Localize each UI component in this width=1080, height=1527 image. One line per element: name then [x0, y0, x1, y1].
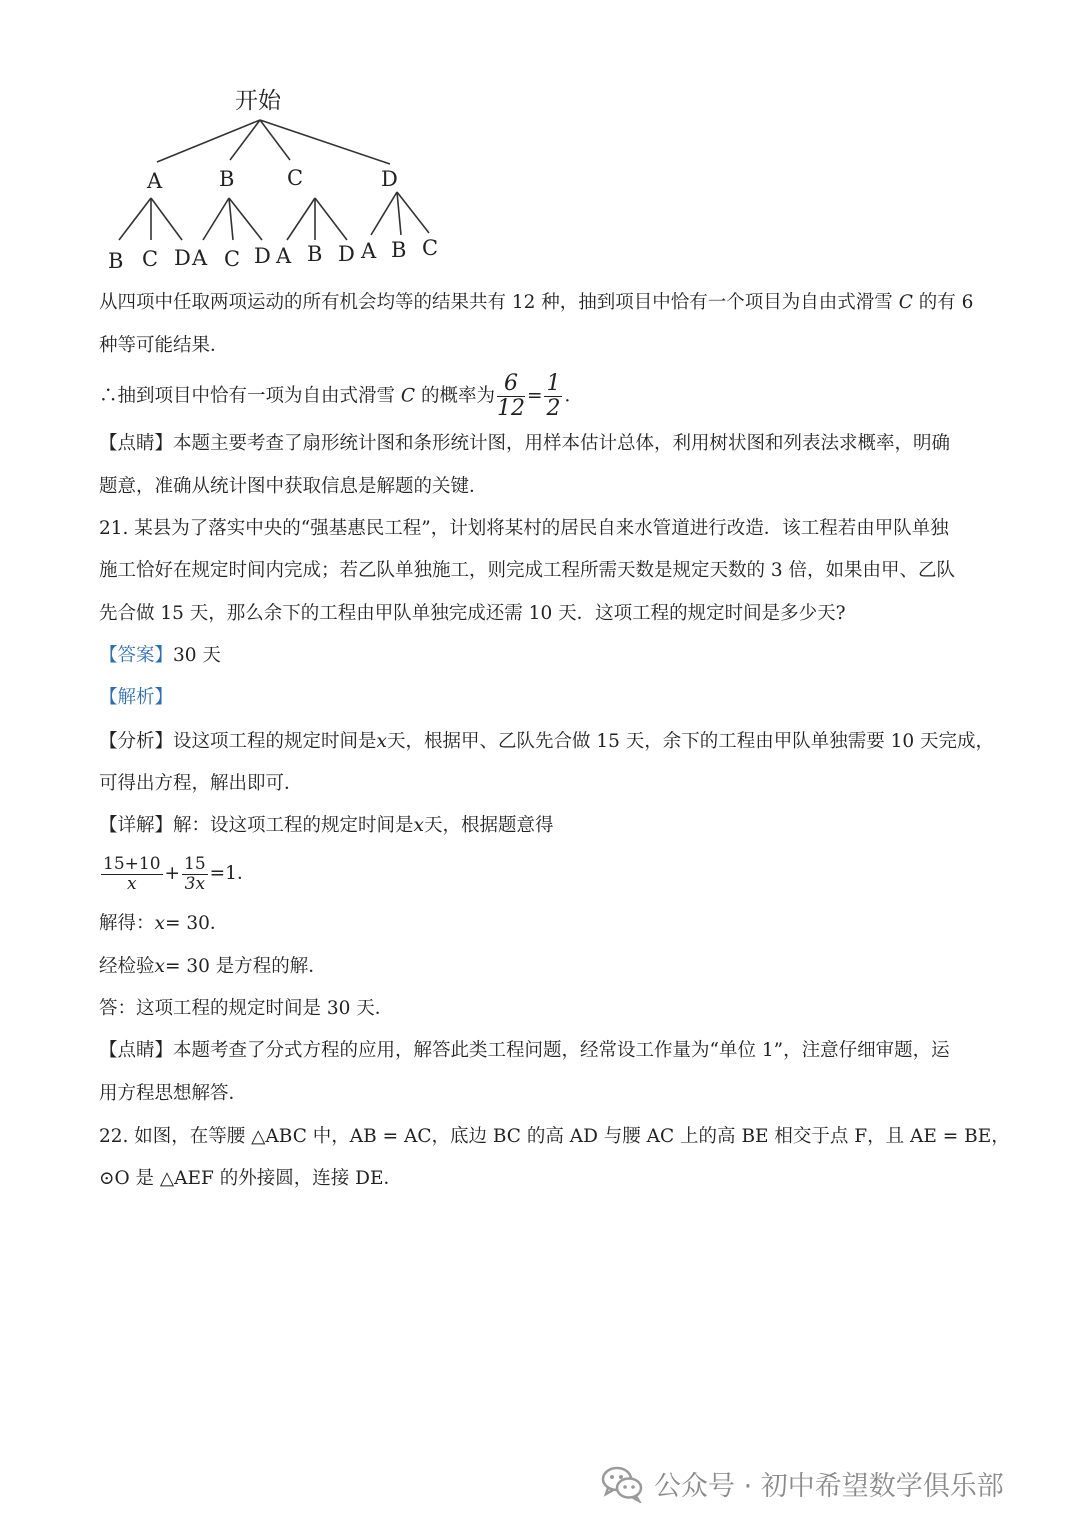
para-dianjing-1: 【点睛】本题主要考查了扇形统计图和条形统计图，用样本估计总体，利用树状图和列表法求概率，明确	[99, 433, 951, 454]
tree-l2-b3: D	[254, 244, 271, 268]
wechat-icon	[600, 1463, 644, 1503]
tree-l1-b: B	[219, 167, 235, 191]
tree-l2-a2: C	[142, 247, 159, 271]
tree-l2-b2: C	[224, 247, 241, 271]
equation-line: $\frac{15+10}{x}$ + $\frac{15}{3x}$ =1．	[103, 853, 256, 894]
para-result-count: 从四项中任取两项运动的所有机会均等的结果共有 12 种，抽到项目中恰有一个项目为自由式滑雪 C 的有 6	[99, 292, 974, 313]
fenxi-line-1: 【分析】设这项工程的规定时间是x天，根据甲、乙队先合做 15 天，余下的工程由甲队单独需要 10 天完成，	[99, 731, 995, 752]
tree-l2-b1: A	[192, 246, 208, 270]
question-22-line-2: ⊙O 是 △AEF 的外接圆，连接 DE．	[99, 1168, 402, 1189]
question-21-line-2: 施工恰好在规定时间内完成；若乙队单独施工，则完成工程所需天数是规定天数的 3 倍，如果由甲、乙队	[99, 560, 956, 581]
fraction-15-3x: $\frac{15}{3x}$	[184, 853, 206, 894]
answer-line	[99, 642, 984, 670]
tree-l1-d: D	[381, 167, 398, 191]
fraction-6-12: $\frac{6}{12}$	[496, 371, 525, 422]
para-probability: ∴抽到项目中恰有一项为自由式滑雪 C 的概率为 $\frac{6}{12}$ = $\frac{1}{2}$ ．	[99, 371, 583, 422]
watermark	[600, 1463, 1004, 1503]
answer-tag: 【答案】	[99, 645, 174, 666]
para-dianjing-2-cont: 用方程思想解答．	[99, 1083, 248, 1104]
solution-line: 解得：x= 30．	[99, 913, 229, 934]
jiexi-heading: 【解析】	[99, 687, 174, 708]
question-21-line-3: 先合做 15 天，那么余下的工程由甲队单独完成还需 10 天．这项工程的规定时间是多少天?	[99, 603, 846, 624]
tree-l2-a1: B	[108, 249, 124, 273]
fenxi-line-2: 可得出方程，解出即可．	[99, 773, 303, 794]
answer-value: 30 天	[173, 645, 221, 666]
para-dianjing-1-cont: 题意，准确从统计图中获取信息是解题的关键．	[99, 476, 488, 497]
tree-diagram	[95, 80, 455, 280]
para-dianjing-2: 【点睛】本题考查了分式方程的应用，解答此类工程问题，经常设工作量为“单位 1”，注意仔细审题，运	[99, 1040, 950, 1061]
xiangjie-line: 【详解】解：设这项工程的规定时间是x天，根据题意得	[99, 815, 554, 836]
tree-l2-c1: A	[276, 244, 292, 268]
question-21-line-1: 21. 某县为了落实中央的“强基惠民工程”，计划将某村的居民自来水管道进行改造．该工程若由甲队单独	[99, 518, 949, 539]
final-answer-line: 答：这项工程的规定时间是 30 天．	[99, 998, 394, 1019]
watermark-text: 公众号 · 初中希望数学俱乐部	[654, 1470, 1004, 1502]
tree-l2-c3: D	[338, 242, 355, 266]
tree-root: 开始	[235, 88, 281, 114]
question-22-line-1: 22. 如图，在等腰 △ABC 中，AB = AC，底边 BC 的高 AD 与腰 AC 上的高 BE 相交于点 F，且 AE = BE，	[99, 1126, 1010, 1147]
tree-l2-a3: D	[174, 246, 191, 270]
para-result-count-cont: 种等可能结果．	[99, 335, 229, 356]
fraction-25-x: $\frac{15+10}{x}$	[103, 853, 161, 894]
fraction-1-2: $\frac{1}{2}$	[546, 371, 561, 422]
check-line: 经检验x= 30 是方程的解．	[99, 956, 327, 977]
tree-l2-c2: B	[307, 242, 323, 266]
tree-l1-a: A	[147, 169, 163, 193]
tree-l2-d3: C	[422, 236, 439, 260]
tree-l1-c: C	[287, 166, 304, 190]
tree-l2-d1: A	[361, 239, 377, 263]
tree-l2-d2: B	[391, 238, 407, 262]
